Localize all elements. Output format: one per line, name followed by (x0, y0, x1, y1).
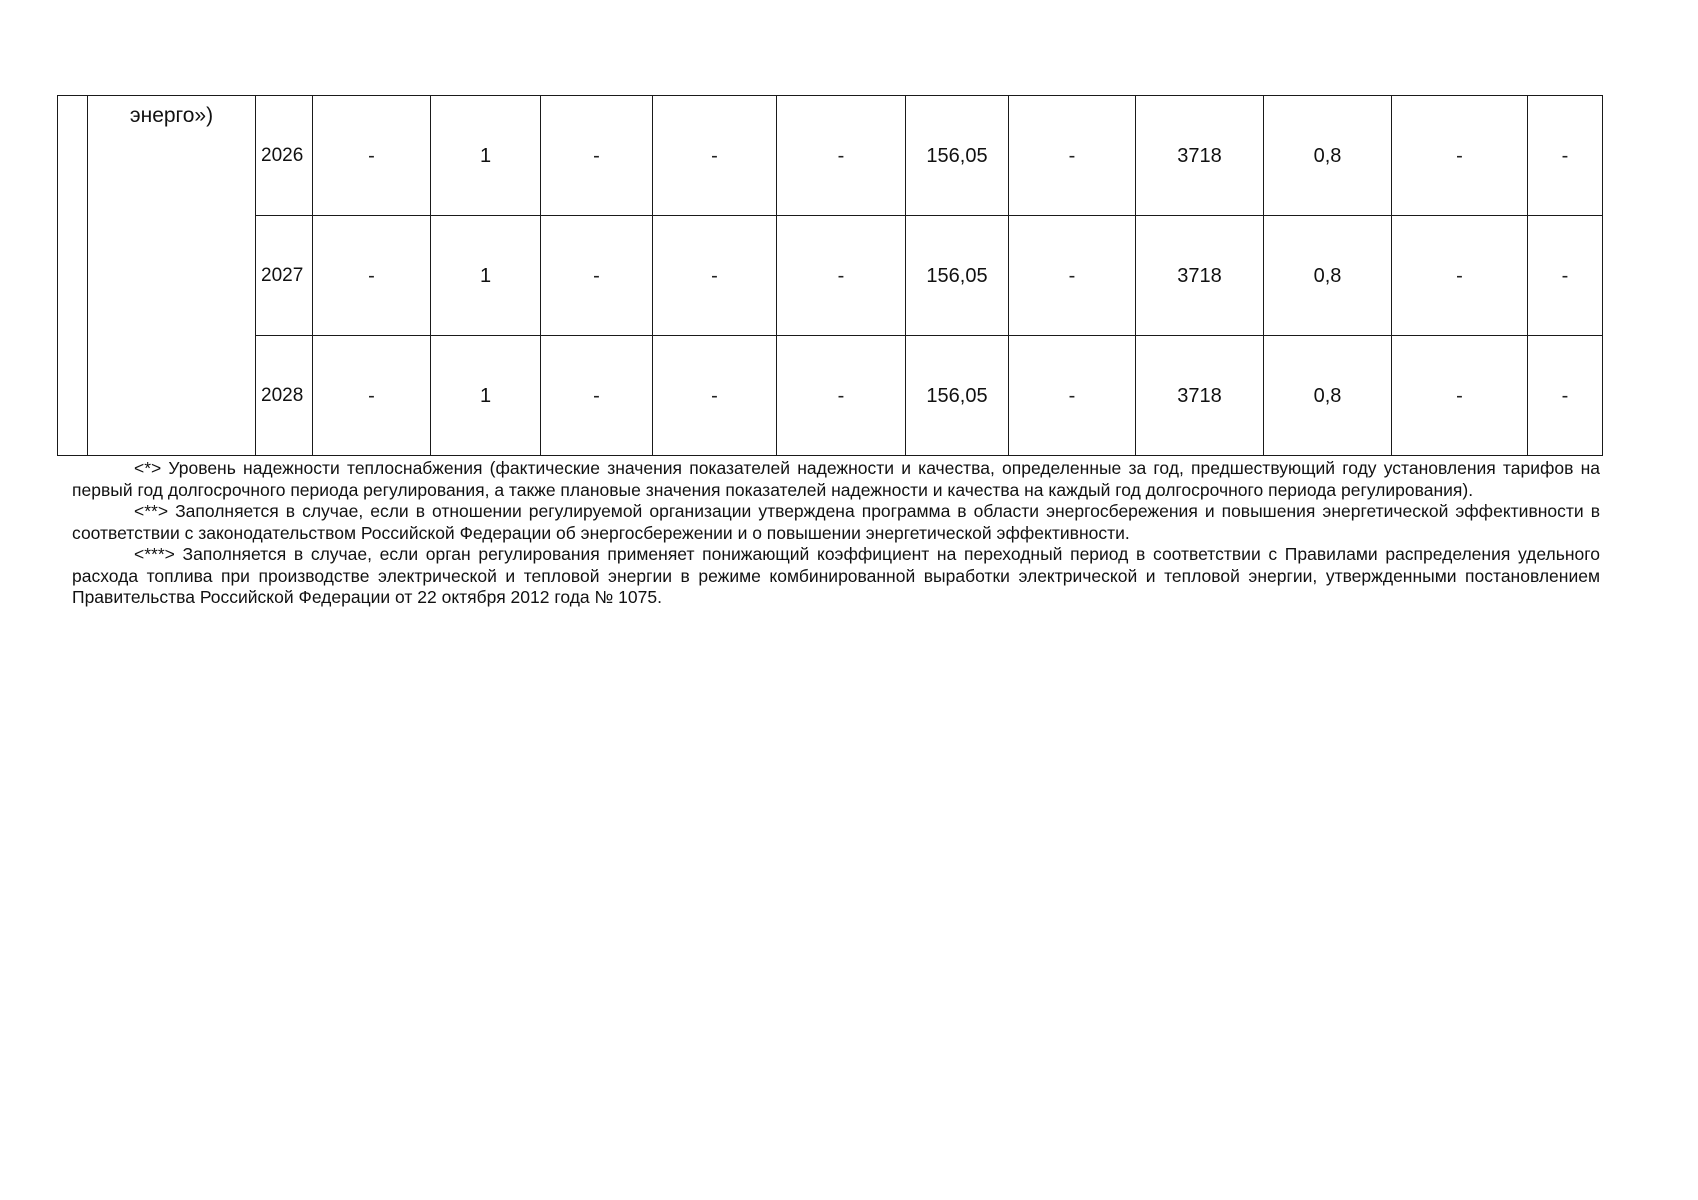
table-cell: - (1392, 216, 1528, 336)
table-cell: - (1009, 216, 1136, 336)
table-cell: 156,05 (906, 96, 1009, 216)
table-cell: 0,8 (1264, 96, 1392, 216)
table-cell: 156,05 (906, 216, 1009, 336)
table-cell: - (777, 96, 906, 216)
table-cell: - (1009, 336, 1136, 456)
year-cell: 2026 (256, 96, 313, 216)
table-cell: - (541, 216, 653, 336)
footnote-energy-saving: <**> Заполняется в случае, если в отношении регулируемой организации утверждена программа в области энергосбережения и повышения энергетической эффективности в соответствии с законодательством Российской Федерации об энергосбережении и о повышении энергетической эффективности. (72, 501, 1600, 543)
table-cell: - (313, 216, 431, 336)
table-cell: - (1528, 216, 1603, 336)
table-cell: - (313, 336, 431, 456)
table-cell: - (1528, 96, 1603, 216)
footnotes (72, 458, 1600, 609)
table-cell: - (313, 96, 431, 216)
table-cell: 1 (431, 96, 541, 216)
row-number-cell (58, 96, 88, 456)
footnote-reduction-coefficient: <***> Заполняется в случае, если орган регулирования применяет понижающий коэффициент на переходный период в соответствии с Правилами распределения удельного расхода топлива при производстве электрической и тепловой энергии в режиме комбинированной выработки электрической и тепловой энергии, утвержденными постановлением Правительства Российской Федерации от 22 октября 2012 года № 1075. (72, 544, 1600, 607)
table-cell: - (1528, 336, 1603, 456)
table-cell: 1 (431, 336, 541, 456)
table-cell: - (1392, 96, 1528, 216)
year-cell: 2028 (256, 336, 313, 456)
table-cell: 156,05 (906, 336, 1009, 456)
table-cell: - (777, 336, 906, 456)
table-cell: 3718 (1136, 336, 1264, 456)
table-row (58, 336, 1603, 456)
table-cell: - (653, 216, 777, 336)
tariff-indicators-table (57, 95, 1603, 456)
table-cell: - (653, 336, 777, 456)
table-cell: - (653, 96, 777, 216)
table-cell: - (541, 96, 653, 216)
table-cell: - (777, 216, 906, 336)
year-cell: 2027 (256, 216, 313, 336)
table-cell: - (1009, 96, 1136, 216)
table-row (58, 216, 1603, 336)
table-cell: 0,8 (1264, 336, 1392, 456)
table-cell: - (541, 336, 653, 456)
organization-name-cell: энерго») (88, 96, 256, 456)
table-cell: 3718 (1136, 96, 1264, 216)
footnote-reliability: <*> Уровень надежности теплоснабжения (фактические значения показателей надежности и качества, определенные за год, предшествующий году установления тарифов на первый год долгосрочного периода регулирования, а также плановые значения показателей надежности и качества на каждый год долгосрочного периода регулирования). (72, 458, 1600, 500)
table-cell: - (1392, 336, 1528, 456)
table-cell: 1 (431, 216, 541, 336)
table-row (58, 96, 1603, 216)
table-cell: 3718 (1136, 216, 1264, 336)
table-cell: 0,8 (1264, 216, 1392, 336)
